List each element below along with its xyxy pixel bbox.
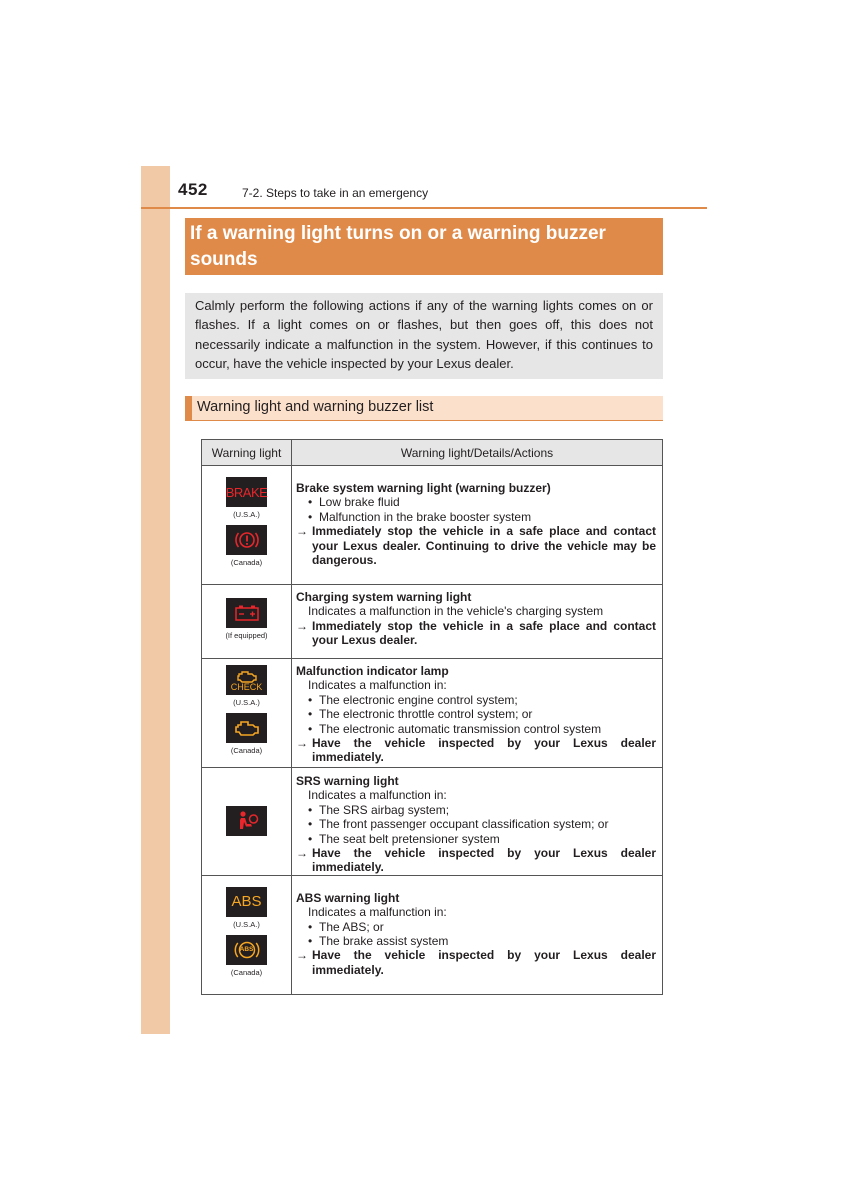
icon-caption: (Canada) <box>230 746 263 755</box>
action-text: → Have the vehicle inspected by your Lexus dealer immediately. <box>296 948 656 977</box>
warning-light-table <box>201 439 663 995</box>
warning-title: ABS warning light <box>296 890 400 905</box>
brake-circle-icon <box>226 525 267 555</box>
icon-caption: (If equipped) <box>225 630 268 640</box>
bullet-item: • The brake assist system <box>296 934 656 948</box>
bullet-item: • The electronic engine control system; <box>296 693 656 707</box>
icon-caption: (Canada) <box>230 967 263 977</box>
icon-caption: (Canada) <box>230 558 263 567</box>
col-header-details: Warning light/Details/Actions <box>292 440 663 466</box>
warning-title: Malfunction indicator lamp <box>296 664 449 678</box>
action-text: → Have the vehicle inspected by your Lexus dealer immediately. <box>296 736 656 765</box>
icon-caption: (U.S.A.) <box>233 698 260 707</box>
abs-icon: ABS <box>226 887 267 917</box>
action-text: → Immediately stop the vehicle in a safe place and contact your Lexus dealer. <box>296 618 656 648</box>
bullet-item: • The SRS airbag system; <box>296 803 656 817</box>
warning-title: Charging system warning light <box>296 590 472 604</box>
side-tab <box>141 166 170 1034</box>
header-rule <box>141 207 707 209</box>
icon-caption: (U.S.A.) <box>233 510 260 519</box>
section-title: 7-2. Steps to take in an emergency <box>242 186 429 200</box>
table-row <box>202 466 663 585</box>
detail-text: Indicates a malfunction in: <box>308 788 447 803</box>
arrow-icon: → <box>296 618 308 633</box>
abs-circle-icon: ABS <box>226 935 267 965</box>
bullet-item: • The seat belt pretensioner system <box>296 832 656 846</box>
airbag-icon <box>226 806 267 836</box>
table-row <box>202 659 663 768</box>
bullet-item: • The electronic throttle control system; or <box>296 707 656 721</box>
bullet-item: • Low brake fluid <box>296 495 656 509</box>
detail-cell <box>292 875 663 994</box>
icon-cell <box>202 466 292 585</box>
intro-text: Calmly perform the following actions if any of the warning lights comes on or flashes. If a light comes on or flashes, but then goes off, this does not necessarily indicate a malfunction in the system. However, if this continues to occur, have the vehicle inspected by your Lexus dealer. <box>185 293 663 379</box>
brake-icon: BRAKE <box>226 477 267 507</box>
detail-text: Indicates a malfunction in the vehicle's charging system <box>308 604 604 619</box>
detail-cell <box>292 768 663 876</box>
bullet-item: • The front passenger occupant classification system; or <box>296 817 656 831</box>
icon-cell <box>202 768 292 876</box>
check-engine-icon: CHECK <box>226 665 267 695</box>
bullet-item: • The ABS; or <box>296 920 656 934</box>
detail-text: Indicates a malfunction in: <box>308 678 447 693</box>
bullet-item: • Malfunction in the brake booster system <box>296 510 656 524</box>
arrow-icon: → <box>296 524 308 539</box>
action-text: → Have the vehicle inspected by your Lexus dealer immediately. <box>296 846 656 875</box>
main-heading: If a warning light turns on or a warning buzzer sounds <box>185 218 663 275</box>
table-row <box>202 585 663 659</box>
icon-cell <box>202 875 292 994</box>
detail-cell <box>292 466 663 585</box>
table-row <box>202 875 663 994</box>
warning-title: Brake system warning light (warning buzzer) <box>296 481 551 495</box>
icon-cell <box>202 659 292 768</box>
sub-heading: Warning light and warning buzzer list <box>185 396 663 421</box>
detail-cell <box>292 659 663 768</box>
icon-caption: (U.S.A.) <box>233 919 260 929</box>
table-row <box>202 768 663 876</box>
bullet-item: • The electronic automatic transmission control system <box>296 722 656 736</box>
table-header-row <box>202 440 663 466</box>
action-text: → Immediately stop the vehicle in a safe place and contact your Lexus dealer. Continuing to drive the vehicle may be dangerous. <box>296 524 656 568</box>
engine-icon <box>226 713 267 743</box>
warning-title: SRS warning light <box>296 774 399 788</box>
detail-cell <box>292 585 663 659</box>
icon-cell <box>202 585 292 659</box>
arrow-icon: → <box>296 846 308 861</box>
col-header-warning-light: Warning light <box>202 440 292 466</box>
arrow-icon: → <box>296 948 308 963</box>
detail-text: Indicates a malfunction in: <box>308 905 447 920</box>
arrow-icon: → <box>296 736 308 751</box>
page-number: 452 <box>178 180 208 199</box>
battery-icon <box>226 598 267 628</box>
